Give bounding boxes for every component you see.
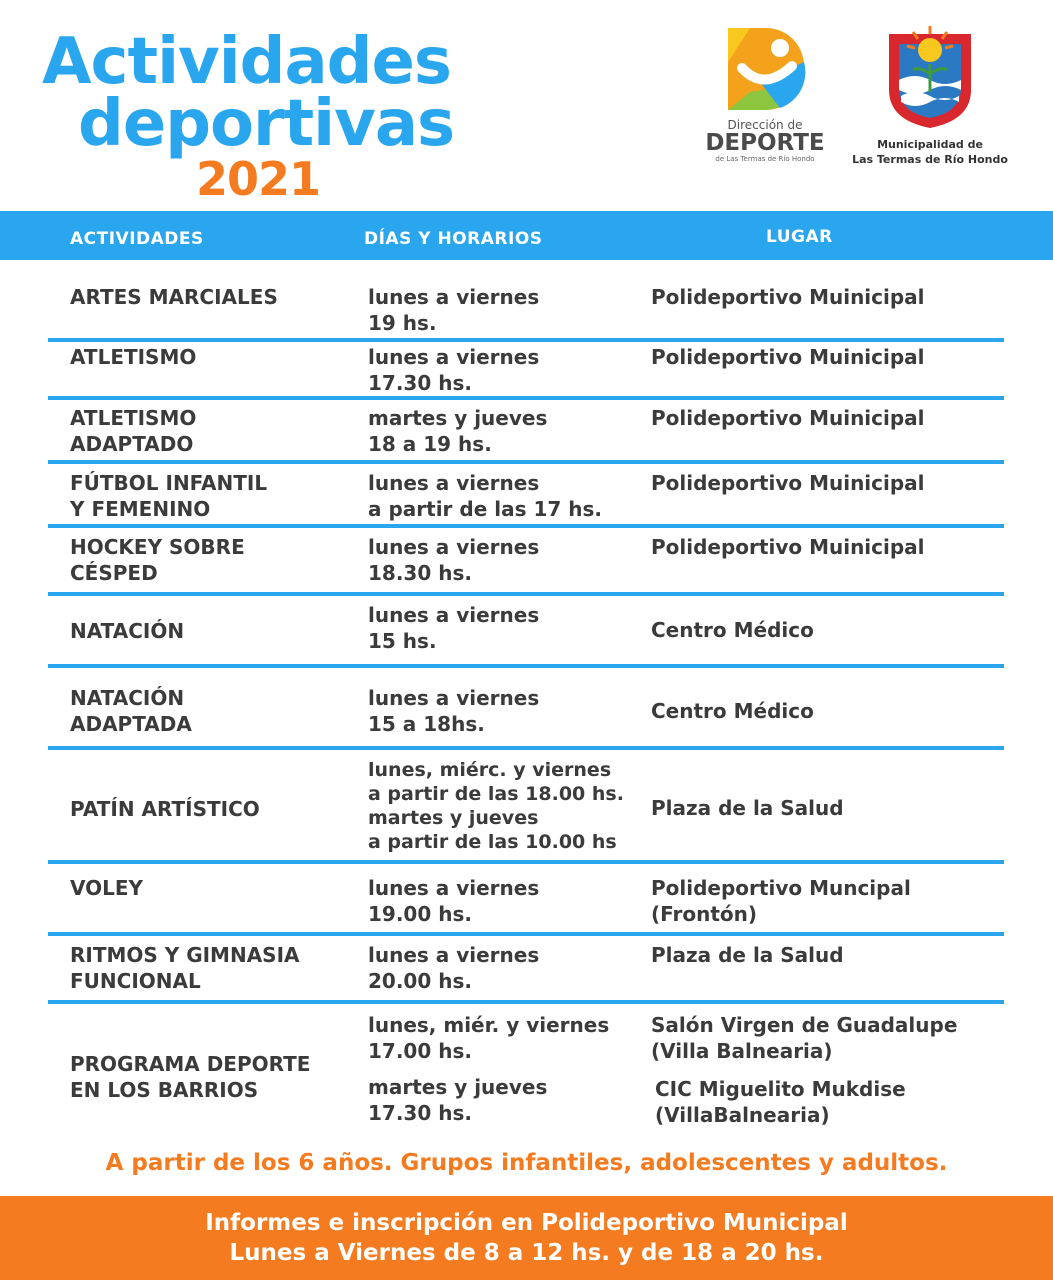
activity-line: FÚTBOL INFANTIL [70,471,268,495]
schedule-line: 20.00 hs. [368,969,472,993]
schedule-line: 19.00 hs. [368,902,472,926]
municipal-crest-icon [885,20,975,130]
activity-name [70,942,300,994]
place-line: Centro Médico [651,699,814,723]
table-row [48,528,1004,596]
deporte-logo [700,22,830,182]
activity-name [70,685,192,737]
activity-line: PATÍN ARTÍSTICO [70,797,260,821]
municipalidad-line1: Municipalidad de [877,138,983,151]
place-line: Polideportivo Muncipal [651,876,911,900]
schedule-line: martes y jueves [368,406,548,430]
table-row [48,342,1004,400]
place-line: (VillaBalnearia) [655,1103,830,1127]
activity-line: EN LOS BARRIOS [70,1078,259,1102]
municipalidad-line2: Las Termas de Río Hondo [852,152,1008,166]
title-line2: deportivas [78,87,455,161]
activity-line: ADAPTADO [70,432,194,456]
table-row [48,400,1004,464]
table-row [48,668,1004,750]
schedule-line: lunes a viernes [368,876,540,900]
table-row [48,260,1004,342]
deporte-logo-line2: DEPORTE [705,130,825,156]
place-line: Plaza de la Salud [651,943,844,967]
table-header [0,211,1053,260]
activity-schedule [368,470,602,522]
table-row [48,1004,1004,1140]
activity-place [651,284,925,310]
schedule-line: lunes a viernes [368,603,540,627]
activity-place [651,875,911,927]
table-row [48,596,1004,668]
activity-name [70,470,267,522]
header-lugar: LUGAR [766,227,833,247]
activity-name [70,344,196,370]
activity-place [651,698,814,724]
activity-schedule [368,344,539,396]
schedule-line: 17.30 hs. [368,371,472,395]
schedule-line: lunes a viernes [368,535,540,559]
activity-place [651,1012,957,1128]
schedule-line: lunes, miérc. y viernes [368,759,612,781]
schedule-line: a partir de las 10.00 hs [368,831,617,853]
activity-line: PROGRAMA DEPORTE [70,1052,311,1076]
schedule-line: lunes a viernes [368,285,540,309]
activity-name [70,534,245,586]
schedule-line: lunes a viernes [368,345,540,369]
activity-name [70,618,184,644]
place-line: Salón Virgen de Guadalupe [651,1013,958,1037]
activity-name [70,284,278,310]
schedule-line: 18 a 19 hs. [368,432,492,456]
schedule-line: martes y jueves [368,807,539,829]
activity-place [651,534,925,560]
table-row [48,936,1004,1004]
schedule-line: 15 a 18hs. [368,712,485,736]
activity-place [651,942,844,968]
activity-name [70,1051,310,1103]
activity-place [651,470,925,496]
deporte-logo-line1: Dirección de [727,118,803,132]
table-row [48,864,1004,936]
activity-schedule [368,875,539,927]
schedule-line: lunes a viernes [368,471,540,495]
place-line: Polideportivo Muinicipal [651,471,925,495]
header-dias-horarios: DÍAS Y HORARIOS [364,229,543,249]
schedule-line: a partir de las 17 hs. [368,497,602,521]
footer-line2: Lunes a Viernes de 8 a 12 hs. y de 18 a 20 hs. [229,1240,824,1266]
deporte-emblem-icon [720,22,810,112]
activity-line: HOCKEY SOBRE [70,535,245,559]
table-row [48,464,1004,528]
schedule-line: 17.30 hs. [368,1101,472,1125]
activity-schedule [368,602,539,654]
activity-line: ARTES MARCIALES [70,285,278,309]
activity-line: CÉSPED [70,561,158,585]
municipalidad-logo-text [850,138,1010,168]
table-row [48,750,1004,864]
schedule-line: lunes, miér. y viernes [368,1013,610,1037]
place-line: Polideportivo Muinicipal [651,535,925,559]
schedule-line: lunes a viernes [368,686,540,710]
activity-schedule [368,942,539,994]
activity-line: ATLETISMO [70,406,197,430]
place-line: CIC Miguelito Mukdise [655,1077,906,1101]
activity-line: ATLETISMO [70,345,197,369]
activity-line: RITMOS Y GIMNASIA [70,943,300,967]
schedule-line: 19 hs. [368,311,437,335]
place-line: Plaza de la Salud [651,796,844,820]
activity-place [651,795,844,821]
schedule-line: lunes a viernes [368,943,540,967]
place-line: Polideportivo Muinicipal [651,406,925,430]
age-footnote: A partir de los 6 años. Grupos infantiles, adolescentes y adultos. [105,1150,948,1176]
schedule-line: a partir de las 18.00 hs. [368,783,624,805]
activity-place [651,344,925,370]
activity-line: VOLEY [70,876,144,900]
activity-place [651,617,814,643]
activity-line: Y FEMENINO [70,497,211,521]
place-line: Polideportivo Muinicipal [651,285,925,309]
deporte-logo-line3: de Las Termas de Río Hondo [715,155,815,163]
activity-schedule [368,758,624,854]
title-year: 2021 [196,152,321,206]
schedule-line: 18.30 hs. [368,561,472,585]
activity-schedule [368,534,539,586]
activity-schedule [368,685,539,737]
title-line1: Actividades [42,25,451,99]
activity-name [70,796,260,822]
activity-line: ADAPTADA [70,712,192,736]
schedule-line: 17.00 hs. [368,1039,472,1063]
activity-schedule [368,1012,609,1126]
schedule-line: 15 hs. [368,629,437,653]
activity-name [70,875,143,901]
place-line: (Frontón) [651,902,758,926]
activity-place [651,405,925,431]
activity-schedule [368,284,539,336]
activity-line: NATACIÓN [70,619,185,643]
schedule-line: martes y jueves [368,1075,548,1099]
place-line: Polideportivo Muinicipal [651,345,925,369]
footer-line1: Informes e inscripción en Polideportivo Municipal [205,1210,848,1236]
place-line: Centro Médico [651,618,814,642]
activity-schedule [368,405,547,457]
place-line: (Villa Balnearia) [651,1039,833,1063]
activity-line: FUNCIONAL [70,969,201,993]
municipalidad-logo [850,20,1010,168]
activity-name [70,405,196,457]
header-actividades: ACTIVIDADES [70,229,204,249]
activity-line: NATACIÓN [70,686,185,710]
footer-banner [0,1196,1053,1280]
